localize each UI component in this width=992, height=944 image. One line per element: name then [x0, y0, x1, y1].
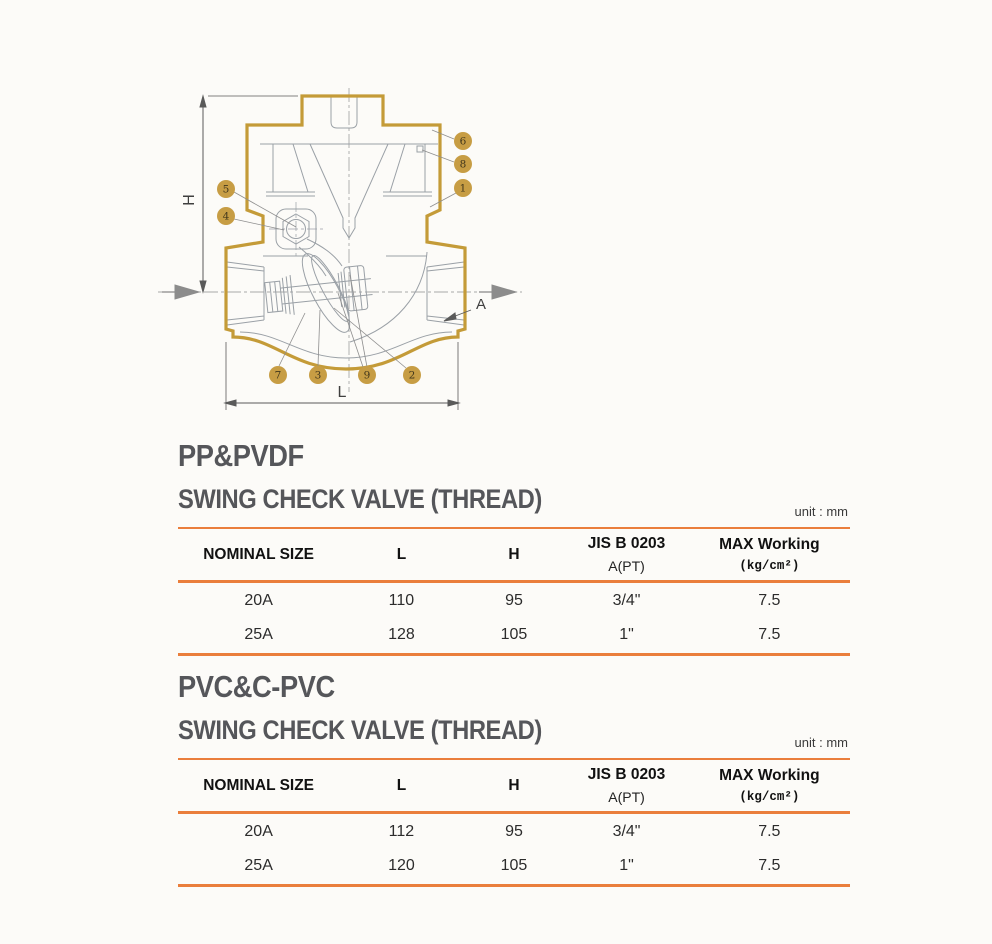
hinge-centerlines — [269, 202, 323, 256]
callout-8 — [454, 155, 472, 173]
header-h: H — [508, 776, 520, 794]
cell-l: 110 — [388, 592, 415, 609]
callout-7 — [269, 366, 287, 384]
cell-h: 95 — [505, 823, 523, 840]
table-row — [178, 618, 850, 652]
callout-balloons — [217, 132, 472, 384]
header-jis — [564, 533, 688, 576]
header-jis-thread: A(PT) — [608, 788, 645, 805]
callout-1 — [454, 179, 472, 197]
dimension-lines — [200, 96, 471, 410]
disc-nut-facets — [350, 266, 363, 311]
callout-9-number: 9 — [363, 369, 371, 382]
callout-4-number: 4 — [222, 210, 230, 223]
cell-thread: 1" — [619, 857, 634, 874]
cell-max-working: 7.5 — [758, 592, 781, 609]
spec-table — [178, 758, 850, 887]
header-jis-standard: JIS B 0203 — [587, 535, 666, 553]
flow-arrow-left — [175, 285, 199, 299]
table-body — [178, 814, 850, 887]
cell-max-working: 7.5 — [758, 823, 781, 840]
header-jis — [564, 764, 688, 807]
cell-h: 105 — [500, 857, 528, 874]
header-max-working-unit: (kg/cm²) — [739, 558, 800, 573]
leader-1 — [430, 193, 456, 207]
leader-6 — [432, 130, 454, 139]
cell-h: 105 — [500, 626, 528, 643]
a-port-label: A — [476, 296, 487, 313]
table-header-row — [178, 758, 850, 814]
disc-dome — [306, 252, 355, 325]
header-h: H — [508, 545, 520, 563]
h-arrow-bottom — [200, 281, 206, 292]
leader-3 — [318, 310, 320, 366]
product-title: SWING CHECK VALVE (THREAD) — [178, 484, 542, 514]
cell-max-working: 7.5 — [758, 857, 781, 874]
header-max-working-title: MAX Working — [719, 767, 820, 785]
callout-6-number: 6 — [459, 135, 467, 148]
header-nominal-size: NOMINAL SIZE — [203, 545, 315, 563]
header-l: L — [396, 776, 407, 794]
callout-8-number: 8 — [459, 158, 467, 171]
callout-5 — [217, 180, 235, 198]
cell-nominal-size: 20A — [244, 823, 273, 840]
header-max-working-unit: (kg/cm²) — [739, 789, 800, 804]
section-pp-pvdf — [178, 438, 850, 643]
material-title: PP&PVDF — [178, 438, 304, 473]
table-header-row — [178, 527, 850, 583]
callout-3 — [309, 366, 327, 384]
product-title: SWING CHECK VALVE (THREAD) — [178, 715, 542, 745]
flow-arrow-right — [492, 285, 516, 299]
cell-nominal-size: 25A — [244, 626, 273, 643]
h-dimension-label: H — [181, 194, 198, 206]
cell-l: 128 — [388, 626, 415, 643]
unit-label: unit : mm — [794, 735, 848, 750]
callout-3-number: 3 — [314, 369, 322, 382]
callout-4 — [217, 207, 235, 225]
cap-thread-hole — [331, 97, 357, 128]
callout-9 — [358, 366, 376, 384]
table-body — [178, 583, 850, 656]
table-row — [178, 815, 850, 849]
l-arrow-left — [225, 400, 236, 406]
l-dimension-label: L — [337, 384, 347, 401]
left-port — [227, 262, 264, 325]
retainer-detail — [417, 146, 423, 152]
cell-thread: 1" — [619, 626, 634, 643]
callout-7-number: 7 — [274, 369, 282, 382]
table-row — [178, 584, 850, 618]
cell-thread: 3/4" — [612, 823, 641, 840]
a-arrowhead — [444, 313, 456, 321]
header-max-working — [689, 534, 850, 575]
cell-nominal-size: 20A — [244, 592, 273, 609]
funnel-right-wall — [383, 144, 432, 196]
spec-table — [178, 527, 850, 656]
table-row — [178, 849, 850, 883]
bolt-head-facets — [270, 282, 278, 312]
unit-label: unit : mm — [794, 504, 848, 519]
header-max-working-title: MAX Working — [719, 536, 820, 554]
callout-5-number: 5 — [222, 183, 230, 196]
cell-l: 112 — [388, 823, 415, 840]
right-port — [427, 262, 464, 325]
bolt-head — [265, 281, 283, 312]
h-arrow-top — [200, 96, 206, 107]
header-jis-thread: A(PT) — [608, 557, 645, 574]
material-title: PVC&C-PVC — [178, 669, 335, 704]
valve-cross-section-drawing — [150, 80, 530, 420]
callout-2 — [403, 366, 421, 384]
callout-2-number: 2 — [408, 369, 416, 382]
funnel-left-wall — [266, 144, 315, 196]
l-arrow-right — [448, 400, 459, 406]
header-jis-standard: JIS B 0203 — [587, 766, 666, 784]
cell-max-working: 7.5 — [758, 626, 781, 643]
cell-l: 120 — [388, 857, 415, 874]
header-max-working — [689, 765, 850, 806]
cell-nominal-size: 25A — [244, 857, 273, 874]
hinge-arm-outer — [307, 239, 342, 266]
callout-1-number: 1 — [459, 182, 467, 195]
cell-thread: 3/4" — [612, 592, 641, 609]
header-nominal-size: NOMINAL SIZE — [203, 776, 315, 794]
leader-8 — [422, 150, 454, 162]
cell-h: 95 — [505, 592, 523, 609]
valve-drawing-svg — [150, 80, 530, 420]
callout-6 — [454, 132, 472, 150]
section-pvc-cpvc — [178, 669, 850, 874]
left-washers — [282, 275, 294, 316]
header-l: L — [396, 545, 407, 563]
